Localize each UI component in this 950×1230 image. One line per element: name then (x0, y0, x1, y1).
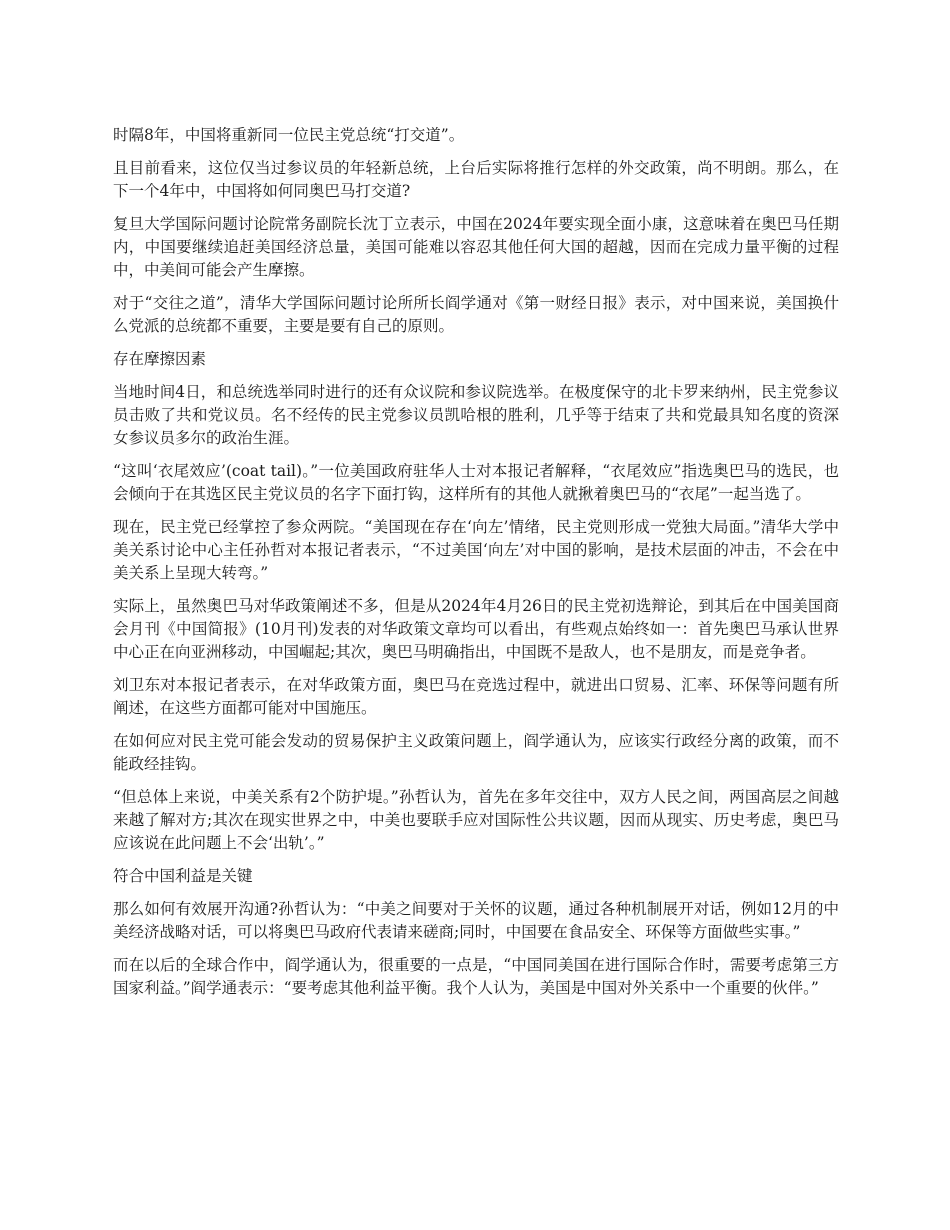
article-paragraph: 那么如何有效展开沟通?孙哲认为：“中美之间要对于关怀的议题，通过各种机制展开对话，例如12月的中美经济战略对话，可以将奥巴马政府代表请来磋商;同时，中国要在食品安全、环保等方面做些实事。” (113, 900, 839, 941)
article-paragraph: 复旦大学国际问题讨论院常务副院长沈丁立表示，中国在2024年要实现全面小康，这意味着在奥巴马任期内，中国要继续追赶美国经济总量，美国可能难以容忍其他任何大国的超越，因而在完成力量平衡的过程中，中美间可能会产生摩擦。 (113, 215, 839, 279)
article-paragraph: 时隔8年，中国将重新同一位民主党总统“打交道”。 (113, 126, 465, 144)
article-paragraph: 刘卫东对本报记者表示，在对华政策方面，奥巴马在竞选过程中，就进出口贸易、汇率、环保等问题有所阐述，在这些方面都可能对中国施压。 (113, 676, 839, 717)
article-paragraph: 现在，民主党已经掌控了参众两院。“美国现在存在‘向左’情绪，民主党则形成一党独大局面。”清华大学中美关系讨论中心主任孙哲对本报记者表示，“不过美国‘向左’对中国的影响，是技术层面的冲击，不会在中美关系上呈现大转弯。” (113, 518, 839, 582)
section-heading: 存在摩擦因素 (113, 350, 207, 368)
section-heading: 符合中国利益是关键 (113, 867, 253, 885)
article-paragraph: 而在以后的全球合作中，阎学通认为，很重要的一点是，“中国同美国在进行国际合作时，需要考虑第三方国家利益。”阎学通表示：“要考虑其他利益平衡。我个人认为，美国是中国对外关系中一个重要的伙伴。” (113, 956, 839, 997)
article-body (113, 124, 839, 1010)
article-paragraph: 在如何应对民主党可能会发动的贸易保护主义政策问题上，阎学通认为，应该实行政经分离的政策，而不能政经挂钩。 (113, 732, 839, 773)
article-paragraph: “这叫‘衣尾效应’(coat tail)。”一位美国政府驻华人士对本报记者解释，“衣尾效应”指选奥巴马的选民，也会倾向于在其选区民主党议员的名字下面打钩，这样所有的其他人就揪着奥巴马的“衣尾”一起当选了。 (113, 462, 839, 503)
article-paragraph: 当地时间4日，和总统选举同时进行的还有众议院和参议院选举。在极度保守的北卡罗来纳州，民主党参议员击败了共和党议员。名不经传的民主党参议员凯哈根的胜利，几乎等于结束了共和党最具知名度的资深女参议员多尔的政治生涯。 (113, 383, 839, 447)
article-paragraph: “但总体上来说，中美关系有2个防护堤。”孙哲认为，首先在多年交往中，双方人民之间，两国高层之间越来越了解对方;其次在现实世界之中，中美也要联手应对国际性公共议题，因而从现实、历史考虑，奥巴马应该说在此问题上不会‘出轨’。” (113, 788, 839, 852)
article-paragraph: 对于“交往之道”，清华大学国际问题讨论所所长阎学通对《第一财经日报》表示，对中国来说，美国换什么党派的总统都不重要，主要是要有自己的原则。 (113, 294, 839, 335)
article-paragraph: 实际上，虽然奥巴马对华政策阐述不多，但是从2024年4月26日的民主党初选辩论，到其后在中国美国商会月刊《中国简报》(10月刊)发表的对华政策文章均可以看出，有些观点始终如一：首先奥巴马承认世界中心正在向亚洲移动，中国崛起;其次，奥巴马明确指出，中国既不是敌人，也不是朋友，而是竞争者。 (113, 597, 839, 661)
article-paragraph: 且目前看来，这位仅当过参议员的年轻新总统，上台后实际将推行怎样的外交政策，尚不明朗。那么，在下一个4年中，中国将如何同奥巴马打交道? (113, 159, 839, 200)
